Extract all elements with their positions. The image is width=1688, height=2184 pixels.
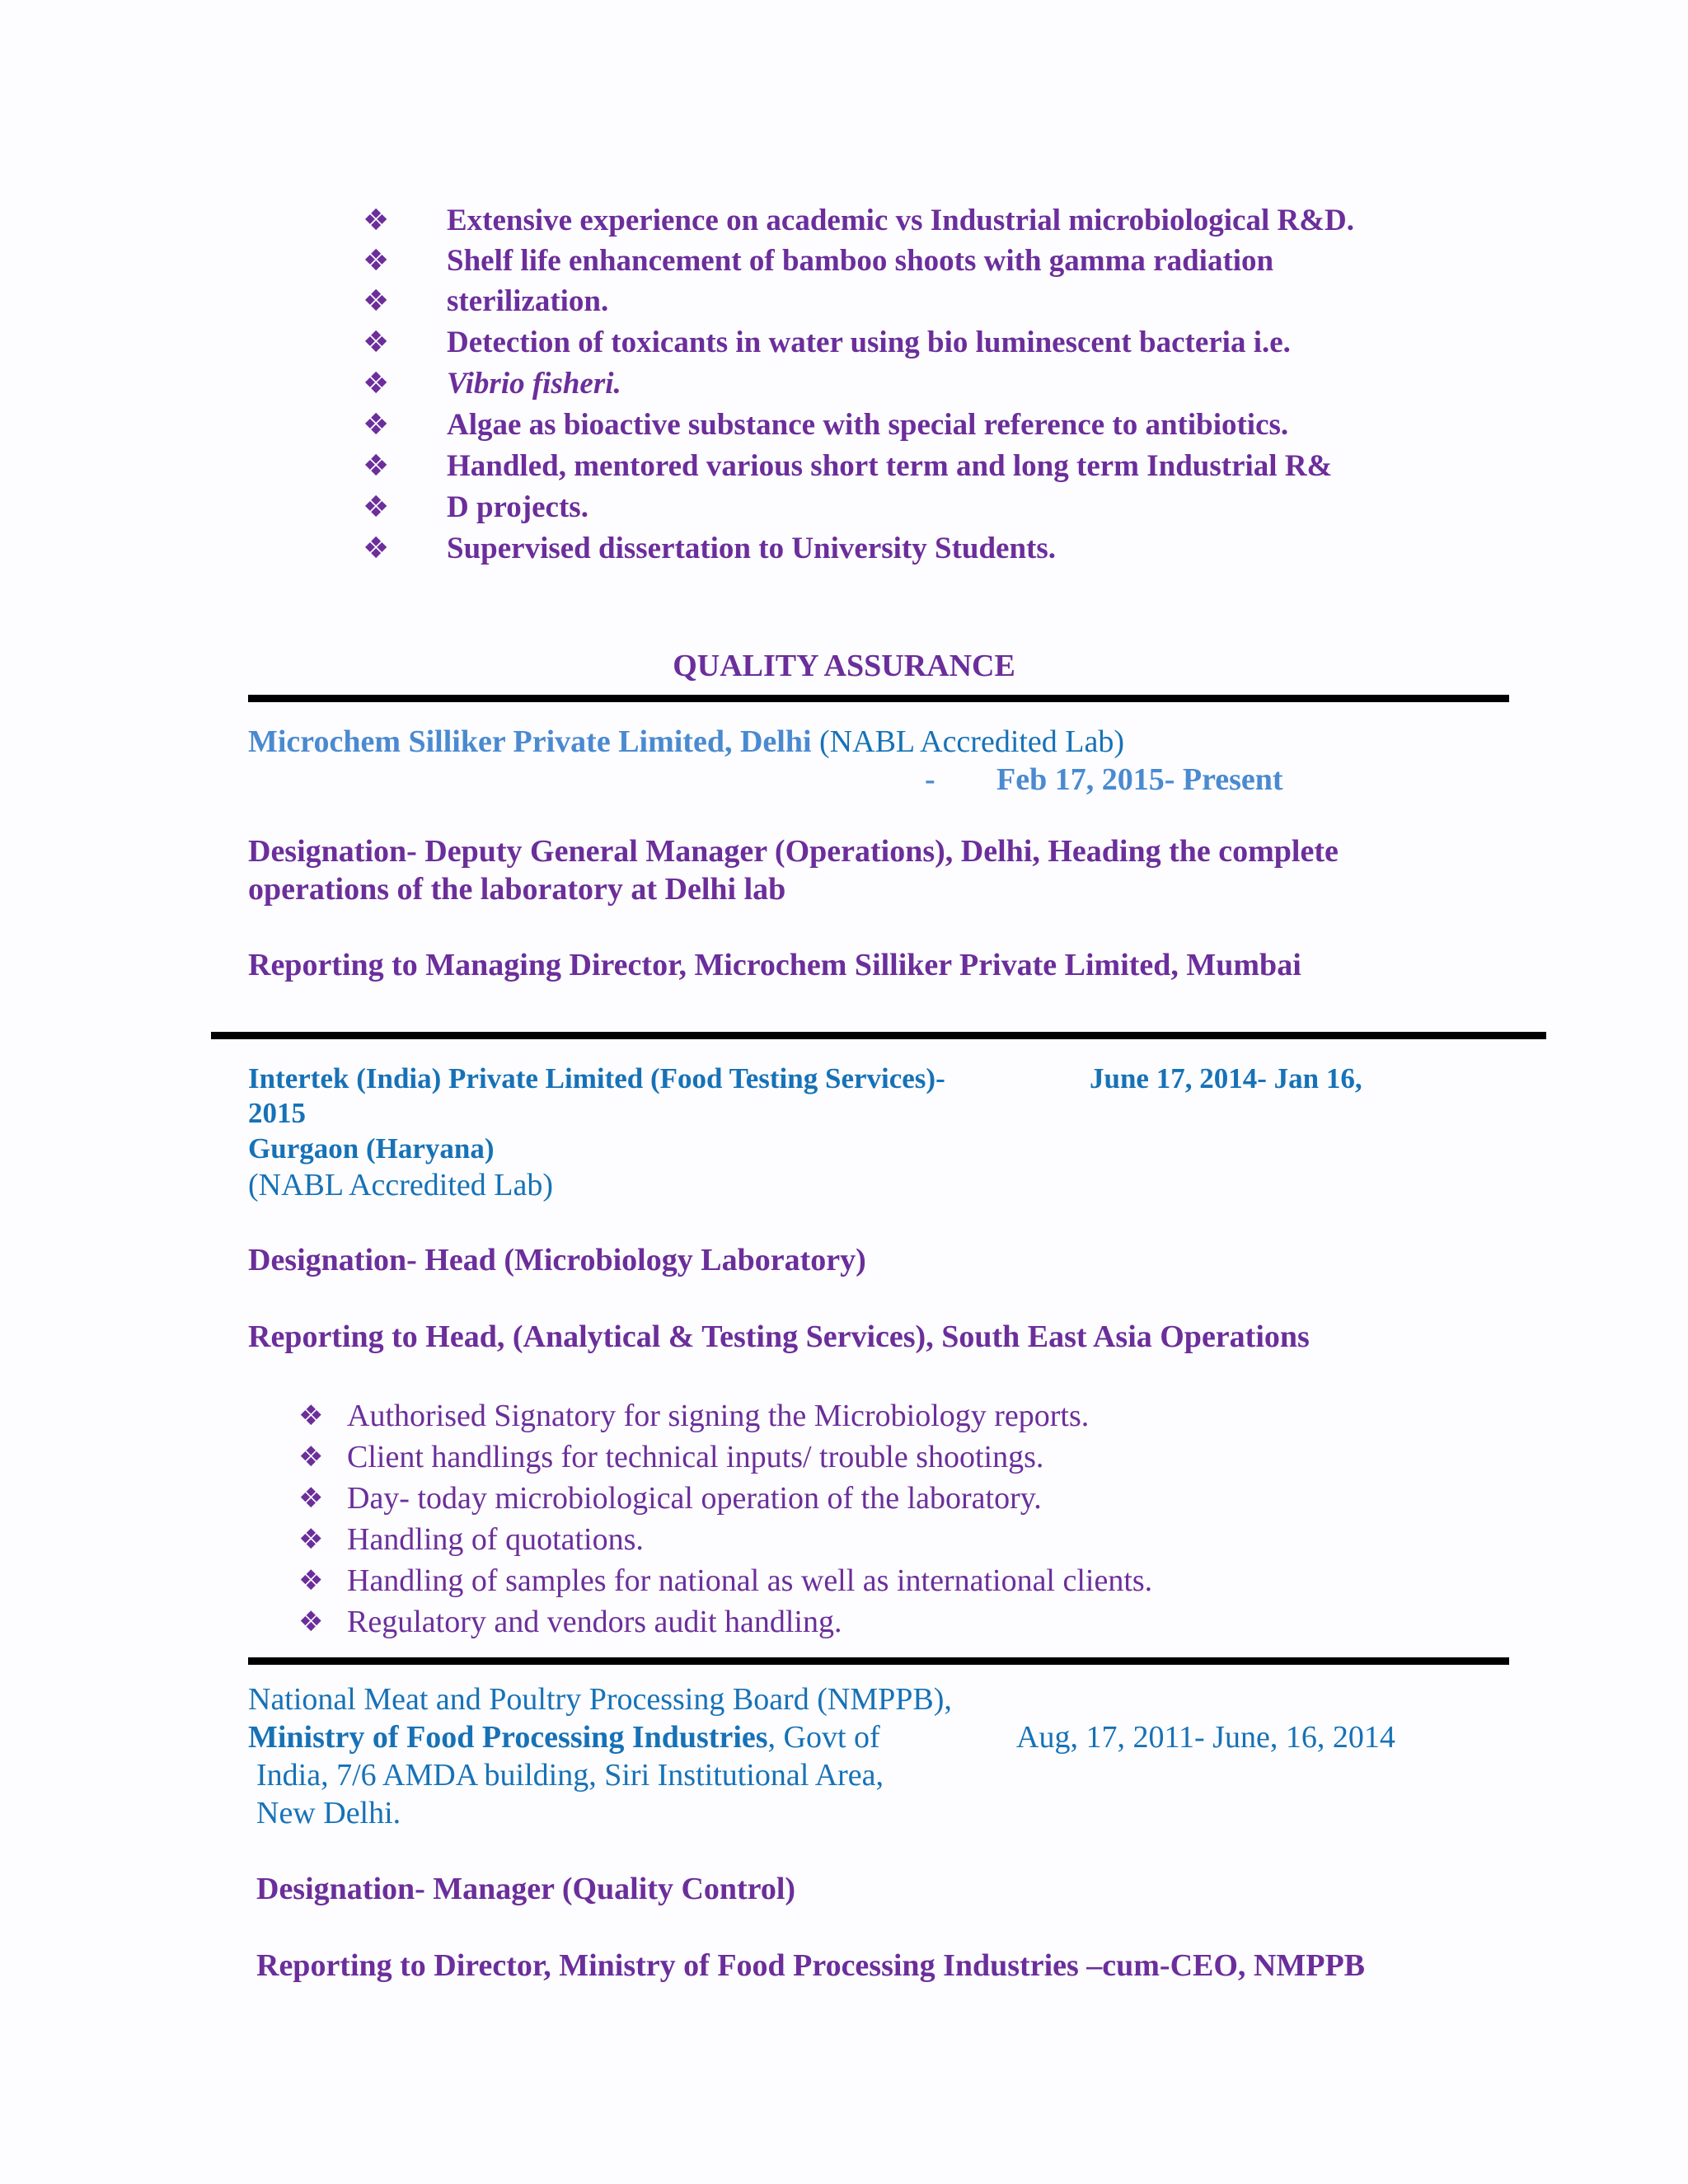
section-title: QUALITY ASSURANCE [673,649,1015,683]
job3-designation: Designation- Manager (Quality Control) [256,1872,796,1906]
section-divider [248,695,1509,702]
skill-item: Detection of toxicants in water using bio luminescent bacteria i.e. [447,326,1291,359]
skill-item: D projects. [447,490,588,524]
skill-item: sterilization. [447,284,609,318]
duty-item: Handling of quotations. [347,1522,644,1557]
job3-address: India, 7/6 AMDA building, Siri Institutional Area, [256,1758,884,1793]
bullet-icon: ❖ [298,1441,324,1474]
job3-org: National Meat and Poultry Processing Board (NMPPB), [248,1682,952,1717]
bullet-icon: ❖ [363,490,390,524]
job1-company: Microchem Silliker Private Limited, Delhi [248,724,812,759]
job1-header [248,724,1124,760]
duty-item: Authorised Signatory for signing the Microbiology reports. [347,1399,1090,1433]
skill-item: Extensive experience on academic vs Industrial microbiological R&D. [447,204,1354,237]
bullet-icon: ❖ [298,1482,324,1515]
job1-dash: - [925,762,935,797]
bullet-icon: ❖ [298,1399,324,1432]
job3-govt: , Govt of [767,1720,880,1755]
bullet-icon: ❖ [298,1605,324,1638]
skill-item: Vibrio fisheri. [447,367,621,401]
bullet-icon: ❖ [363,408,390,442]
job2-reporting: Reporting to Head, (Analytical & Testing Services), South East Asia Operations [248,1319,1310,1354]
skill-item: Algae as bioactive substance with special reference to antibiotics. [447,408,1289,442]
skill-item: Shelf life enhancement of bamboo shoots with gamma radiation [447,244,1274,278]
duty-item: Regulatory and vendors audit handling. [347,1605,842,1639]
job1-designation: Designation- Deputy General Manager (Operations), Delhi, Heading the complete [248,834,1339,869]
job3-ministry: Ministry of Food Processing Industries [248,1720,768,1755]
bullet-icon: ❖ [298,1523,324,1556]
job1-dates: Feb 17, 2015- Present [996,762,1283,797]
job3-address-cont: New Delhi. [256,1796,401,1830]
duty-item: Handling of samples for national as well as international clients. [347,1563,1153,1598]
job2-location: Gurgaon (Haryana) [248,1132,495,1165]
job-divider [211,1032,1546,1039]
bullet-icon: ❖ [363,204,390,237]
job2-dates: June 17, 2014- Jan 16, [1090,1062,1362,1094]
bullet-icon: ❖ [363,244,390,278]
job3-org-cont [248,1719,880,1755]
job3-dates: Aug, 17, 2011- June, 16, 2014 [1016,1720,1395,1755]
bullet-icon: ❖ [363,284,390,318]
job3-reporting: Reporting to Director, Ministry of Food Processing Industries –cum-CEO, NMPPB [256,1948,1366,1983]
skill-item: Supervised dissertation to University Students. [447,532,1057,565]
job-divider [248,1657,1509,1665]
bullet-icon: ❖ [363,326,390,359]
bullet-icon: ❖ [363,532,390,565]
job1-reporting: Reporting to Managing Director, Microchem Silliker Private Limited, Mumbai [248,948,1301,982]
skill-item: Handled, mentored various short term and long term Industrial R& [447,449,1333,483]
job1-accreditation: (NABL Accredited Lab) [819,724,1125,759]
duty-item: Day- today microbiological operation of the laboratory. [347,1481,1042,1516]
job2-accreditation: (NABL Accredited Lab) [248,1168,553,1202]
bullet-icon: ❖ [363,367,390,401]
bullet-icon: ❖ [363,449,390,483]
job1-designation-cont: operations of the laboratory at Delhi lab [248,872,786,907]
job2-company: Intertek (India) Private Limited (Food Testing Services)- [248,1062,945,1094]
duty-item: Client handlings for technical inputs/ trouble shootings. [347,1440,1044,1474]
job2-designation: Designation- Head (Microbiology Laboratory) [248,1243,866,1277]
job2-dates-cont: 2015 [248,1097,306,1129]
bullet-icon: ❖ [298,1564,324,1597]
